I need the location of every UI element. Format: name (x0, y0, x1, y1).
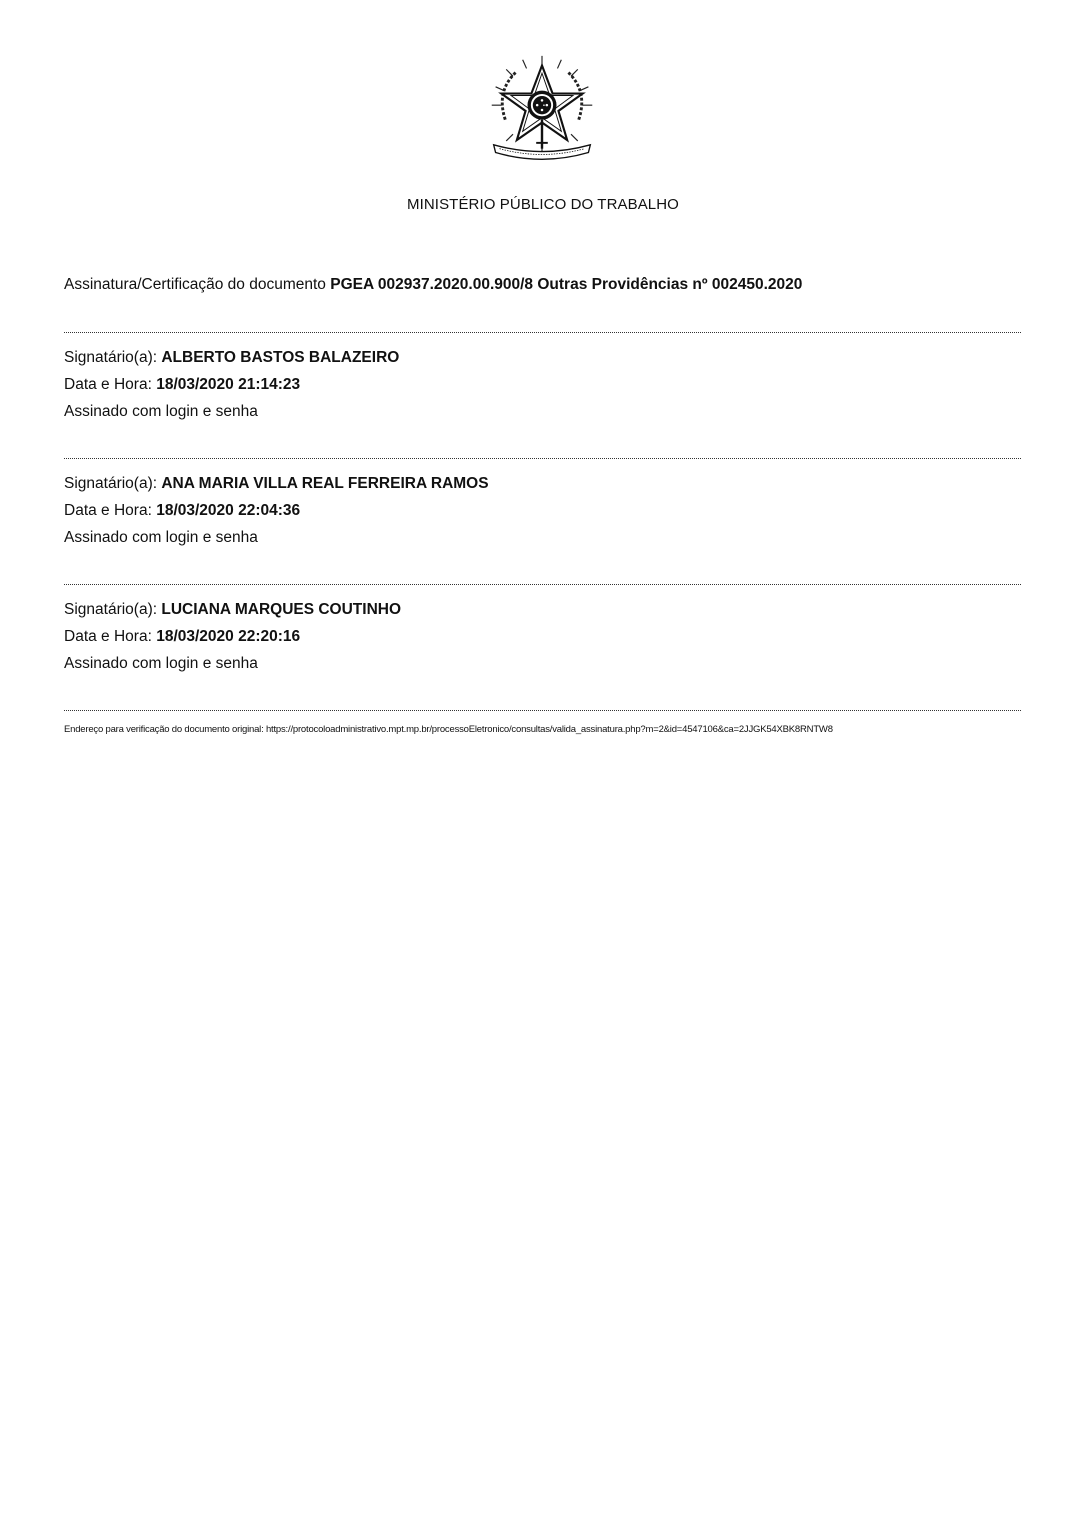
signature-method: Assinado com login e senha (64, 529, 258, 546)
signer-row (64, 344, 399, 371)
verification-address: Endereço para verificação do documento original: https://protocoloadministrativo.mpt.mp.br/processoEletronico/consultas/valida_assinatura.php?m=2&id=4547106&ca=2JJGK54XBK8RNTW8 (64, 724, 833, 735)
signature-datetime: 18/03/2020 22:04:36 (156, 502, 301, 519)
document-label: Assinatura/Certificação do documento (64, 276, 326, 293)
signature-datetime: 18/03/2020 21:14:23 (156, 376, 301, 393)
institution-name: MINISTÉRIO PÚBLICO DO TRABALHO (407, 196, 679, 213)
datetime-row (64, 497, 489, 524)
dotted-divider (64, 458, 1021, 459)
signer-label: Signatário(a): (64, 475, 158, 492)
dotted-divider (64, 710, 1021, 711)
coat-of-arms-seal-icon (484, 52, 600, 168)
document-identifier: PGEA 002937.2020.00.900/8 Outras Providências nº 002450.2020 (330, 276, 803, 293)
signer-row (64, 470, 489, 497)
signer-name: LUCIANA MARQUES COUTINHO (161, 601, 402, 618)
datetime-label: Data e Hora: (64, 628, 152, 645)
signature-method: Assinado com login e senha (64, 655, 258, 672)
document-certification-line (64, 276, 802, 294)
dotted-divider (64, 584, 1021, 585)
dotted-divider (64, 332, 1021, 333)
signer-label: Signatário(a): (64, 349, 158, 366)
datetime-label: Data e Hora: (64, 376, 152, 393)
signer-name: ALBERTO BASTOS BALAZEIRO (161, 349, 400, 366)
signature-block (64, 596, 401, 677)
signer-row (64, 596, 401, 623)
datetime-label: Data e Hora: (64, 502, 152, 519)
signature-method: Assinado com login e senha (64, 403, 258, 420)
signer-label: Signatário(a): (64, 601, 158, 618)
signer-name: ANA MARIA VILLA REAL FERREIRA RAMOS (161, 475, 489, 492)
datetime-row (64, 623, 401, 650)
signature-datetime: 18/03/2020 22:20:16 (156, 628, 301, 645)
datetime-row (64, 371, 399, 398)
signature-block (64, 344, 399, 425)
signature-block (64, 470, 489, 551)
